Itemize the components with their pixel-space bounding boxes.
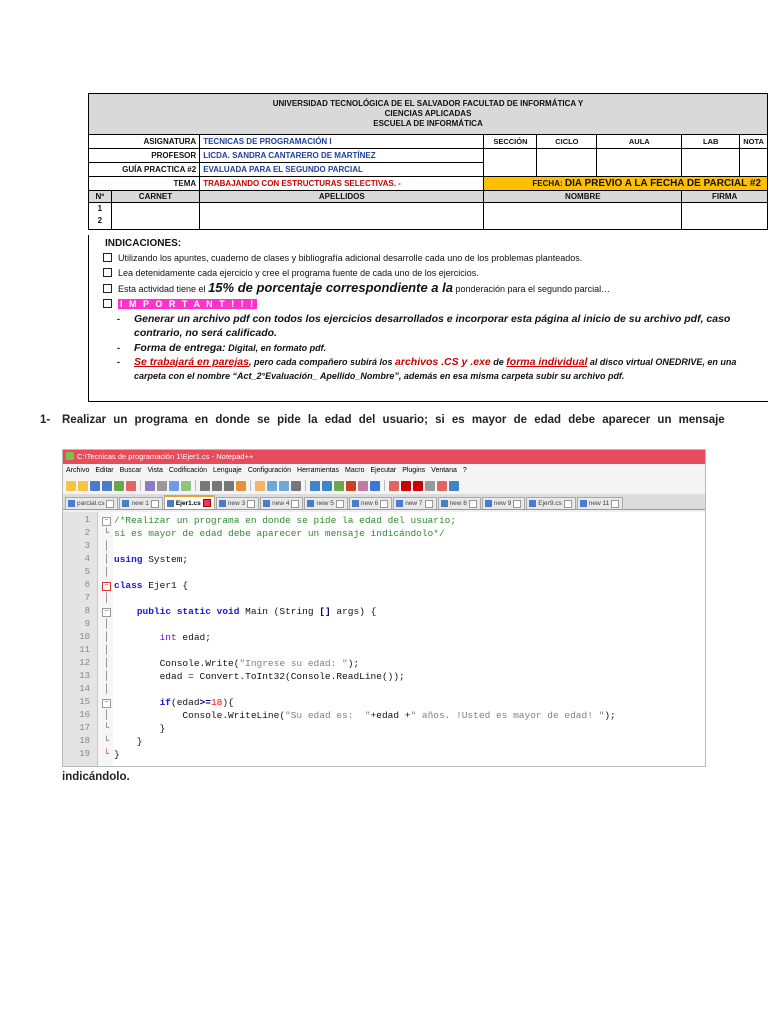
tab-ejer9-cs[interactable] [526,497,575,509]
find-icon[interactable] [224,481,234,491]
code-text: /*Realizar un programa en donde se pide la edad del usuario; [114,515,457,526]
fold-line-icon: │ [103,541,110,551]
fold-line-icon: │ [103,645,110,655]
code-line[interactable] [63,735,705,748]
col-carnet: CARNET [111,191,199,203]
indent-guide-icon[interactable] [310,481,320,491]
col-firma: FIRMA [682,191,768,203]
file-icon [441,500,448,507]
fecha-label: FECHA: [532,178,563,188]
close-tab-icon[interactable] [513,500,521,508]
tab-label: new 1 [131,500,149,507]
file-icon [167,500,174,507]
fold-line-icon: │ [103,567,110,577]
toolbar-separator [250,480,251,491]
tab-label: new 5 [316,500,334,507]
code-line[interactable] [63,566,705,579]
stop-macro-icon[interactable] [401,481,411,491]
fecha-cell [484,177,768,191]
close-tab-icon[interactable] [336,500,344,508]
close-all-icon[interactable] [126,481,136,491]
ciclo-cell [537,149,597,177]
menu-item-5[interactable]: Lenguaje [213,467,242,474]
code-text: si es mayor de edad debe aparecer un mensaje indicándolo*/ [114,528,445,539]
code-text: } [114,749,120,760]
code-text: int edad; [159,632,211,643]
tema-value: TRABAJANDO CON ESTRUCTURAS SELECTIVAS. - [200,177,484,191]
code-line[interactable] [63,683,705,696]
code-text: } [114,736,143,747]
row-1-number: 1 [97,204,103,213]
fold-end-icon: └ [103,749,110,759]
file-icon [396,500,403,507]
code-line[interactable] [63,618,705,631]
new-file-icon[interactable] [66,481,76,491]
ciclo-header: CICLO [537,135,597,149]
zoom-in-icon[interactable] [255,481,265,491]
folder-icon[interactable] [358,481,368,491]
line-number: 7 [84,593,90,603]
tab-label: Ejer9.cs [538,500,562,507]
seccion-cell [484,149,537,177]
code-line[interactable] [63,592,705,605]
close-tab-icon[interactable] [291,500,299,508]
close-tab-icon[interactable] [151,500,159,508]
university-line-1: UNIVERSIDAD TECNOLÓGICA DE EL SALVADOR FACULTAD DE INFORMÁTICA Y [272,99,584,108]
line-number: 8 [84,606,90,616]
code-line[interactable] [63,657,705,670]
fold-toggle-icon[interactable]: − [102,608,111,617]
file-icon [485,500,492,507]
sub-item-3-text-f: al disco virtual ONEDRIVE, en una carpeta con el nombre “Act_2°Evaluación_ Apellido_Nombre”, además en esa misma carpeta subir su archivo pdf. [134,357,737,381]
tab-label: new 4 [272,500,290,507]
close-tab-icon[interactable] [425,500,433,508]
line-number: 3 [84,541,90,551]
lab-cell [682,149,740,177]
important-text: I M P O R T A N T ! ! ! [120,299,256,309]
code-line[interactable] [63,514,705,527]
line-number: 1 [84,515,90,525]
col-no: Nº [89,191,112,203]
code-text: using System; [114,554,189,565]
indicacion-3-text-c: ponderación para el segundo parcial… [452,284,611,294]
tab-label: new 6 [360,500,379,507]
menu-item-6[interactable]: Configuración [247,467,292,474]
sub-item-2-text: Digital, en formato pdf. [225,343,327,353]
undo-icon[interactable] [200,481,210,491]
code-line[interactable] [63,579,705,592]
line-number: 17 [79,723,90,733]
code-line[interactable] [63,527,705,540]
save-icon[interactable] [90,481,100,491]
run-macro-icon[interactable] [425,481,435,491]
university-line-2: CIENCIAS APLICADAS [384,109,472,118]
sub-item-3-archivos: archivos .CS y .exe [395,356,491,368]
tab-new-11[interactable] [577,497,623,509]
guia-value: EVALUADA PARA EL SEGUNDO PARCIAL [200,163,484,177]
indicaciones-block [88,235,768,402]
code-line[interactable] [63,631,705,644]
fold-line-icon: │ [103,593,110,603]
aula-cell [597,149,682,177]
replace-icon[interactable] [236,481,246,491]
code-text: edad = Convert.ToInt32(Console.ReadLine()); [114,671,405,682]
aula-header: AULA [597,135,682,149]
tab-label: new 7 [405,500,423,507]
close-tab-icon[interactable] [106,500,114,508]
close-tab-icon[interactable] [469,500,477,508]
code-text: public static void Main (String [] args) { [136,606,377,617]
menu-item-12[interactable]: ? [462,467,467,474]
checkbox-icon [103,253,112,262]
tab-new-3[interactable] [216,497,259,509]
code-line[interactable] [63,696,705,709]
sub-item-3-text-d: de [490,357,507,367]
menu-item-9[interactable]: Ejecutar [370,467,397,474]
checkbox-icon [103,299,112,308]
line-number: 18 [79,736,90,746]
tab-bar [63,495,705,510]
close-icon[interactable] [114,481,124,491]
line-number: 13 [79,671,90,681]
fold-line-icon: │ [103,632,110,642]
sub-item-2-label: Forma de entrega: [134,342,226,354]
file-icon [68,500,75,507]
row-2-number: 2 [97,216,103,225]
university-title [89,94,768,135]
close-tab-icon[interactable] [611,500,619,508]
play-macro-icon[interactable] [413,481,423,491]
code-line[interactable] [63,709,705,722]
question-continuation: indicándolo. [62,771,130,783]
function-list-icon[interactable] [346,481,356,491]
code-line[interactable] [63,644,705,657]
code-text: Console.Write("Ingrese su edad: "); [114,658,360,669]
close-tab-icon[interactable] [564,500,572,508]
tab-new-5[interactable] [304,497,347,509]
cut-icon[interactable] [157,481,167,491]
sub-item-3-text-b: , pero cada compañero subirá los [248,357,396,367]
code-line[interactable] [63,722,705,735]
code-line[interactable] [63,605,705,618]
indicacion-3 [103,282,610,295]
line-number: 14 [79,684,90,694]
copy-icon[interactable] [169,481,179,491]
indicacion-2-text: Lea detenidamente cada ejercicio y cree el programa fuente de cada uno de los ejercicios. [118,268,479,278]
notepad-app-icon [66,452,74,460]
window-title-bar [63,450,705,464]
asignatura-value: TECNICAS DE PROGRAMACIÓN I [200,135,484,149]
line-number: 15 [79,697,90,707]
code-line[interactable] [63,540,705,553]
menu-item-3[interactable]: Vista [147,467,163,474]
sync-scroll-icon[interactable] [279,481,289,491]
nota-header: NOTA [740,135,768,149]
line-number: 2 [84,528,90,538]
redo-icon[interactable] [212,481,222,491]
tab-new-4[interactable] [260,497,303,509]
fold-end-icon: └ [103,528,110,538]
tab-label: new 11 [588,500,610,507]
window-title: C:\Tecnicas de programación 1\Ejer1.cs - Notepad++ [77,452,254,461]
menu-item-7[interactable]: Herramientas [297,467,340,474]
col-apellidos: APELLIDOS [200,191,484,203]
indicacion-3-text-a: Esta actividad tiene el [118,284,209,294]
tab-new-9[interactable] [482,497,525,509]
tab-parcial-cs[interactable] [65,497,118,509]
toolbar-separator [195,480,196,491]
fold-line-icon: │ [103,671,110,681]
zoom-out-icon[interactable] [267,481,277,491]
sub-item-3: - Se trabajará en parejas, pero cada compañero subirá los archivos .CS y .exe de forma individual al disco virtual ONEDRIVE, en una carpeta con el nombre “Act_2°Evaluación_ Apellido_Nombre”, además en esa misma carpeta subir su archivo pdf. [117,356,737,381]
fold-end-icon: └ [103,723,110,733]
col-nombre: NOMBRE [484,191,682,203]
toolbar-separator [305,480,306,491]
fold-line-icon: │ [103,710,110,720]
code-line[interactable] [63,748,705,761]
toolbar-separator [384,480,385,491]
code-text: class Ejer1 { [114,580,189,591]
code-editor[interactable] [63,512,705,766]
tab-new-6[interactable] [349,497,392,509]
file-icon [122,500,129,507]
header-table [88,93,768,230]
line-number: 6 [84,580,90,590]
file-icon [529,500,536,507]
guia-label: GUÍA PRACTICA #2 [89,163,200,177]
important-banner [103,298,257,310]
menu-bar [63,464,705,477]
save-macro-icon[interactable] [437,481,447,491]
seccion-header: SECCIÓN [484,135,537,149]
print-icon[interactable] [145,481,155,491]
open-file-icon[interactable] [78,481,88,491]
menu-item-8[interactable]: Macro [345,467,365,474]
tab-label: Ejer1.cs [175,499,201,507]
show-all-icon[interactable] [322,481,332,491]
menu-item-4[interactable]: Codificación [168,467,208,474]
nombre-cell [484,203,682,230]
menu-item-0[interactable]: Archivo [66,467,90,474]
fold-toggle-icon[interactable]: − [102,582,111,591]
tab-label: parcial.cs [77,500,105,507]
toolbar-separator [140,480,141,491]
close-tab-icon[interactable] [247,500,255,508]
tab-label: new 8 [449,500,467,507]
file-icon [307,500,314,507]
sub-item-1: - Generar un archivo pdf con todos los ejercicios desarrollados e incorporar esta página al inicio de su archivo pdf, caso contrario, no será calificado. [117,313,731,339]
menu-item-1[interactable]: Editar [95,467,114,474]
tab-new-8[interactable] [438,497,481,509]
menu-item-11[interactable]: Ventana [431,467,457,474]
tab-ejer1-cs[interactable] [164,495,215,509]
line-number: 11 [79,645,90,655]
code-line[interactable] [63,553,705,566]
tab-new-1[interactable] [119,497,162,509]
file-icon [580,500,587,507]
firma-cell [682,203,768,230]
file-icon [219,500,226,507]
notepad-window [62,449,706,767]
indicaciones-title: INDICACIONES: [105,238,182,249]
menu-item-10[interactable]: Plugins [402,467,426,474]
misc-icon[interactable] [449,481,459,491]
fold-line-icon: │ [103,684,110,694]
code-text: if(edad>=18){ [159,697,234,708]
monitor-icon[interactable] [370,481,380,491]
wrap-icon[interactable] [291,481,301,491]
fold-toggle-icon[interactable]: − [102,699,111,708]
line-number: 19 [79,749,90,759]
sub-item-2: - Forma de entrega: Digital, en formato pdf. [117,342,327,354]
save-all-icon[interactable] [102,481,112,491]
fold-toggle-icon[interactable]: − [102,517,111,526]
line-number: 12 [79,658,90,668]
fecha-value: DIA PREVIO A LA FECHA DE PARCIAL #2 [564,177,762,189]
doc-map-icon[interactable] [334,481,344,491]
profesor-value: LICDA. SANDRA CANTARERO DE MARTÍNEZ [200,149,484,163]
line-number: 16 [79,710,90,720]
question-number: 1- [40,414,51,426]
row-numbers [89,203,112,230]
sub-item-3-individual: forma individual [506,356,588,368]
profesor-label: PROFESOR [89,149,200,163]
carnet-cell [111,203,199,230]
indicacion-2 [103,267,479,279]
checkbox-icon [103,284,112,293]
nota-cell [740,149,768,177]
line-number: 5 [84,567,90,577]
checkbox-icon [103,268,112,277]
tab-label: new 3 [227,500,246,507]
fold-line-icon: │ [103,554,110,564]
code-text: Console.WriteLine("Su edad es: "+edad +" años. !Usted es mayor de edad! "); [114,710,616,721]
fold-line-icon: │ [103,619,110,629]
line-number: 10 [79,632,90,642]
fold-line-icon: │ [103,658,110,668]
line-number: 4 [84,554,90,564]
fold-end-icon: └ [103,736,110,746]
indicacion-1-text: Utilizando los apuntes, cuaderno de clases y bibliografía adicional desarrolle cada uno de los problemas planteados. [118,253,583,263]
file-icon [263,500,270,507]
file-icon [352,500,359,507]
question-text: Realizar un programa en donde se pide la edad del usuario; si es mayor de edad debe aparecer un mensaje [62,414,725,426]
tema-label: TEMA [89,177,200,191]
record-macro-icon[interactable] [389,481,399,491]
asignatura-label: ASIGNATURA [89,135,200,149]
close-tab-icon[interactable] [380,500,388,508]
apellidos-cell [200,203,484,230]
menu-item-2[interactable]: Buscar [119,467,142,474]
tab-new-7[interactable] [393,497,436,509]
close-tab-icon[interactable] [203,499,211,507]
sub-item-1-text: Generar un archivo pdf con todos los ejercicios desarrollados e incorporar esta página al inicio de su archivo pdf, caso contrario, no será calificado. [134,313,731,339]
toolbar [63,477,705,495]
paste-icon[interactable] [181,481,191,491]
code-text: } [114,723,166,734]
indicacion-1 [103,252,582,264]
indicacion-3-text-b: 15% de porcentaje correspondiente a la [208,280,453,295]
code-line[interactable] [63,670,705,683]
sub-item-3-parejas: Se trabajará en parejas [134,356,249,368]
university-line-3: ESCUELA DE INFORMÁTICA [373,119,483,128]
lab-header: LAB [682,135,740,149]
tab-label: new 9 [493,500,512,507]
line-number: 9 [84,619,90,629]
